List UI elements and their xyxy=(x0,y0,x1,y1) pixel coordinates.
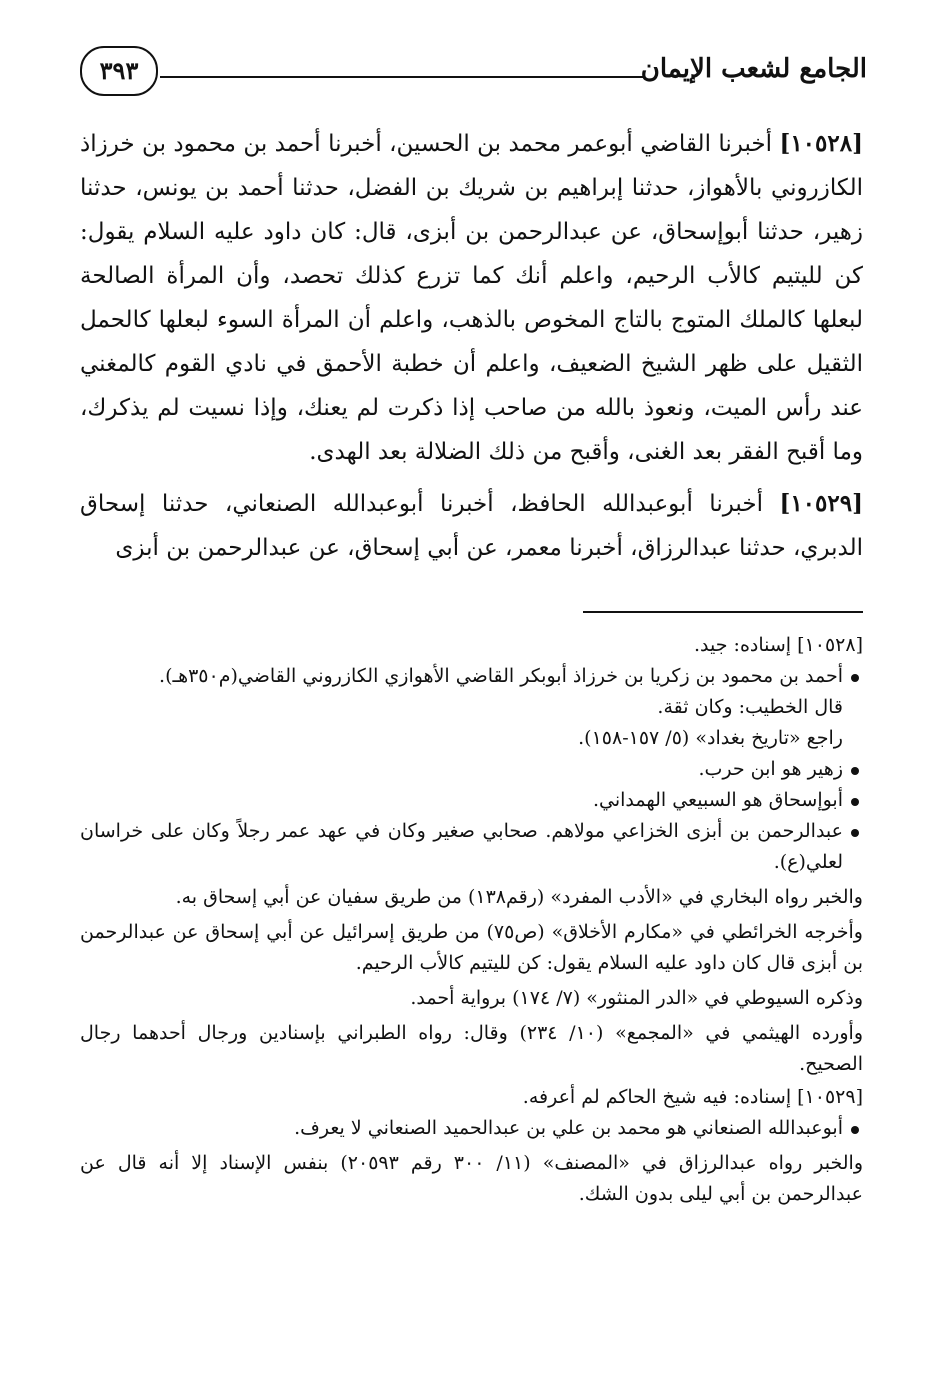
hadith-text: أخبرنا القاضي أبوعمر محمد بن الحسين، أخبرنا أحمد بن محمود بن خرزاذ الكازروني بالأهواز، حدثنا إبراهيم بن شريك بن الفضل، حدثنا أحمد بن يونس، حدثنا زهير، حدثنا أبوإسحاق، عن عبدالرحمن بن أبزى، قال: كان داود عليه السلام يقول: كن لليتيم كالأب الرحيم، واعلم أنك كما تزرع كذلك تحصد، وأن المرأة الصالحة لبعلها كالملك المتوج بالتاج المخوص بالذهب، واعلم أن المرأة السوء لبعلها كالحمل الثقيل على ظهر الشيخ الضعيف، واعلم أن خطبة الأحمق في نادي القوم كالمغني عند رأس الميت، ونعوذ بالله من صاحب إذا ذكرت لم يعنك، وإذا نسيت لم يذكرك، وما أقبح الفقر بعد الغنى، وأقبح من ذلك الضلالة بعد الهدى. xyxy=(80,131,863,465)
footnote-line: راجع «تاريخ بغداد» (٥/ ١٥٧-١٥٨). xyxy=(578,727,843,749)
footnote-paragraph: وأخرجه الخرائطي في «مكارم الأخلاق» (ص٧٥) من طريق إسرائيل عن أبي إسحاق عن عبدالرحمن بن أبزى قال كان داود عليه السلام يقول: كن لليتيم كالأب الرحيم. xyxy=(80,921,863,974)
hadith-10529 xyxy=(80,482,863,570)
footnote-bullet: عبدالرحمن بن أبزى الخزاعي مولاهم. صحابي صغير وكان في عهد عمر رجلاً وكان على خراسان لعلي(ع). xyxy=(80,816,863,878)
hadith-number: [١٠٥٢٨] xyxy=(779,130,863,157)
hadith-10528 xyxy=(80,122,863,474)
main-text xyxy=(80,122,863,578)
footnote-bullet: أبوعبدالله الصنعاني هو محمد بن علي بن عبدالحميد الصنعاني لا يعرف. xyxy=(80,1113,863,1144)
footnote-paragraph: وذكره السيوطي في «الدر المنثور» (٧/ ١٧٤) برواية أحمد. xyxy=(410,987,863,1009)
footnote-bullet: زهير هو ابن حرب. xyxy=(80,754,863,785)
footnote-separator xyxy=(583,611,863,613)
page-number: ٣٩٣ xyxy=(80,46,158,96)
hadith-number: [١٠٥٢٩] xyxy=(779,490,863,517)
footnote-paragraph: والخبر رواه عبدالرزاق في «المصنف» (١١/ ٣٠٠ رقم ٢٠٥٩٣) بنفس الإسناد إلا أنه قال عن عبدالرحمن بن أبي ليلى بدون الشك. xyxy=(80,1152,864,1205)
header-rule xyxy=(160,76,645,78)
footnotes xyxy=(80,628,863,1210)
footnote-bullet: أحمد بن محمود بن زكريا بن خرزاذ أبوبكر القاضي الأهوازي الكازروني القاضي(م٣٥٠هـ). xyxy=(80,661,863,692)
running-title: الجامع لشعب الإيمان xyxy=(640,54,867,84)
hadith-text: أخبرنا أبوعبدالله الحافظ، أخبرنا أبوعبدالله الصنعاني، حدثنا إسحاق الدبري، حدثنا عبدالرزاق، أخبرنا معمر، عن أبي إسحاق، عن عبدالرحمن بن أبزى xyxy=(80,491,863,561)
footnote-paragraph: والخبر رواه البخاري في «الأدب المفرد» (رقم١٣٨) من طريق سفيان عن أبي إسحاق به. xyxy=(175,886,863,908)
footnote-paragraph: وأورده الهيثمي في «المجمع» (١٠/ ٢٣٤) وقال: رواه الطبراني بإسنادين ورجال أحدهما رجال الصحيح. xyxy=(80,1022,863,1075)
footnote-heading: [١٠٥٢٨] إسناده: جيد. xyxy=(694,634,863,656)
footnote-heading: [١٠٥٢٩] إسناده: فيه شيخ الحاكم لم أعرفه. xyxy=(522,1086,863,1108)
footnote-bullet: أبوإسحاق هو السبيعي الهمداني. xyxy=(80,785,863,816)
footnote-line: قال الخطيب: وكان ثقة. xyxy=(657,696,843,718)
page-header xyxy=(80,40,867,104)
